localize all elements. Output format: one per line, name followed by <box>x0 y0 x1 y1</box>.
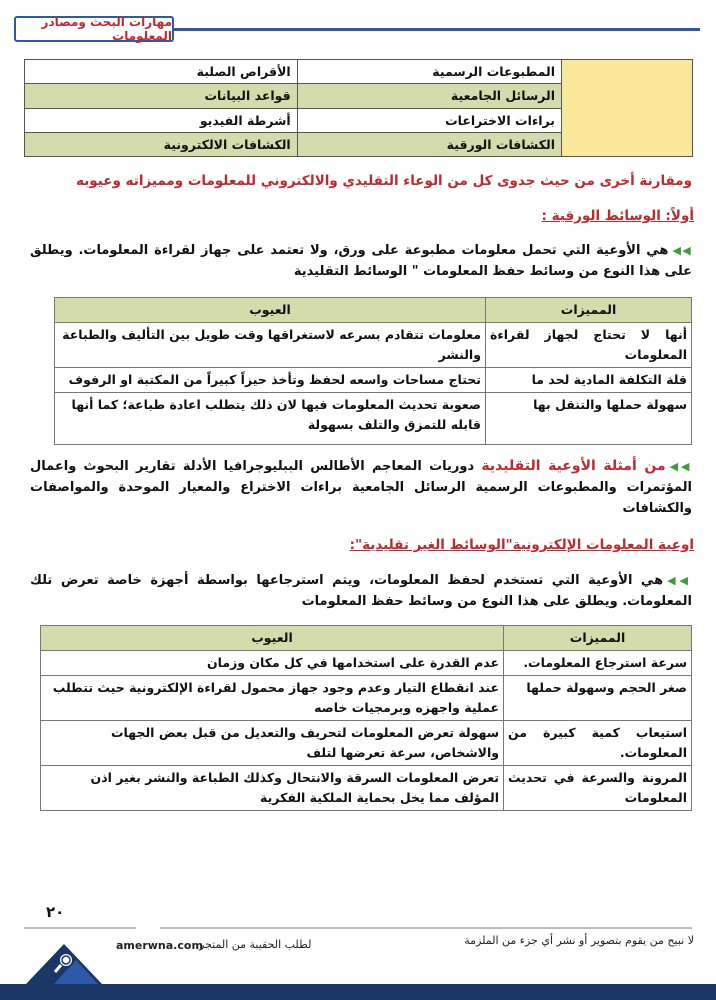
footer-bar <box>0 984 716 1000</box>
disadvantage-cell: عدم القدرة على استخدامها في كل مكان وزمان <box>41 651 504 676</box>
electronic-media-table <box>40 625 692 811</box>
disadvantage-cell: معلومات تتقادم بسرعه لاستغراقها وقت طويل بين التأليف والطباعة والنشر <box>55 323 486 368</box>
advantage-cell: سهولة حملها والتنقل بها <box>486 393 692 445</box>
footer-store-text: لطلب الحقيبة من المتجر <box>199 938 312 951</box>
brand-logo-icon <box>24 938 114 986</box>
double-arrow-icon: ◀◀ <box>667 574 693 587</box>
footer-website[interactable]: amerwna.com <box>116 939 203 952</box>
disadvantage-cell: صعوبة تحديث المعلومات فيها لان ذلك يتطلب اعادة طباعة؛ كما أنها قابله للتمزق والتلف بسهولة <box>55 393 486 445</box>
electronic-media-description <box>30 570 692 612</box>
footer-copyright-warning: لا نبيح من يقوم بتصوير أو نشر أي جزء من الملزمة <box>464 934 694 947</box>
table-cell: قواعد البيانات <box>25 84 298 108</box>
disadvantage-cell: تحتاج مساحات واسعه لحفظ وتأخذ حيزاً كبيراً من المكتبة او الرفوف <box>55 368 486 393</box>
column-header-disadvantages: العيوب <box>41 626 504 651</box>
comparison-heading: ومقارنة أخرى من حيث جدوى كل من الوعاء التقليدي والالكتروني للمعلومات ومميزاته وعيوبه <box>76 173 692 189</box>
advantage-cell: المرونة والسرعة في تحديث المعلومات <box>504 766 692 811</box>
table-cell: المطبوعات الرسمية <box>297 60 561 84</box>
disadvantage-cell: تعرض المعلومات السرقة والانتحال وكذلك الطباعة والنشر بغير اذن المؤلف مما يخل بحماية الملكية الفكرية <box>41 766 504 811</box>
paper-media-table <box>54 297 692 445</box>
disadvantage-cell: سهولة تعرض المعلومات لتحريف والتعديل من قبل بعض الجهات والاشخاص، سرعة تعرضها لتلف <box>41 721 504 766</box>
advantage-cell: قلة التكلفة المادية لحد ما <box>486 368 692 393</box>
double-arrow-icon: ◀◀ <box>672 244 692 257</box>
examples-text: دوريات المعاجم الأطالس الببليوجرافيا الأدلة تقارير البحوث واعمال المؤتمرات والمطبوعات الرسمية الرسائل الجامعية براءات الاختراع والمعيار الموحدة والمواصفات والكشافات <box>30 459 692 516</box>
table-cell: براءات الاختراعات <box>297 108 561 132</box>
advantage-cell: صغر الحجم وسهولة حملها <box>504 676 692 721</box>
description-text: هي الأوعية التي تستخدم لحفظ المعلومات، ويتم استرجاعها بواسطة أجهزة خاصة تعرض تلك المعلومات. ويطلق على هذا النوع من وسائط حفظ المعلومات <box>30 573 692 609</box>
double-arrow-icon: ◀◀ <box>669 460 692 473</box>
highlight-cell <box>562 60 693 157</box>
column-header-advantages: المميزات <box>504 626 692 651</box>
table-cell: الكشافات الالكترونية <box>25 132 298 156</box>
page-header-title: مهارات البحث ومصادر المعلومات <box>14 16 174 42</box>
table-cell: الرسائل الجامعية <box>297 84 561 108</box>
section-heading-paper-media: أولاً: الوسائط الورقية : <box>541 208 694 224</box>
table-cell: أشرطة الفيديو <box>25 108 298 132</box>
footer-divider <box>160 927 692 929</box>
column-header-disadvantages: العيوب <box>55 298 486 323</box>
advantage-cell: أنها لا تحتاج لجهاز لقراءة المعلومات <box>486 323 692 368</box>
media-types-table <box>24 59 693 157</box>
table-cell: الكشافات الورقية <box>297 132 561 156</box>
advantage-cell: استيعاب كمية كبيرة من المعلومات. <box>504 721 692 766</box>
header-divider <box>174 28 700 31</box>
column-header-advantages: المميزات <box>486 298 692 323</box>
traditional-media-examples <box>30 456 692 519</box>
paper-media-description <box>30 240 692 282</box>
table-cell: الأقراص الصلبة <box>25 60 298 84</box>
section-heading-electronic-media: اوعية المعلومات الإلكترونية"الوسائط الغير تقليدية": <box>349 537 694 553</box>
footer-divider <box>24 927 136 929</box>
page-number: ٢٠ <box>46 903 65 921</box>
description-text: هي الأوعية التي تحمل معلومات مطبوعة على ورق، ولا تعتمد على جهاز لقراءة المعلومات. ويطلق على هذا النوع من وسائط حفظ المعلومات " الوسائط التقليدية <box>30 243 692 279</box>
examples-label: من أمثلة الأوعية التقليدية <box>481 458 666 474</box>
disadvantage-cell: عند انقطاع التيار وعدم وجود جهاز محمول لقراءة الإلكترونية حيث تتطلب عملية واجهزه وبرمجيات خاصه <box>41 676 504 721</box>
advantage-cell: سرعة استرجاع المعلومات. <box>504 651 692 676</box>
